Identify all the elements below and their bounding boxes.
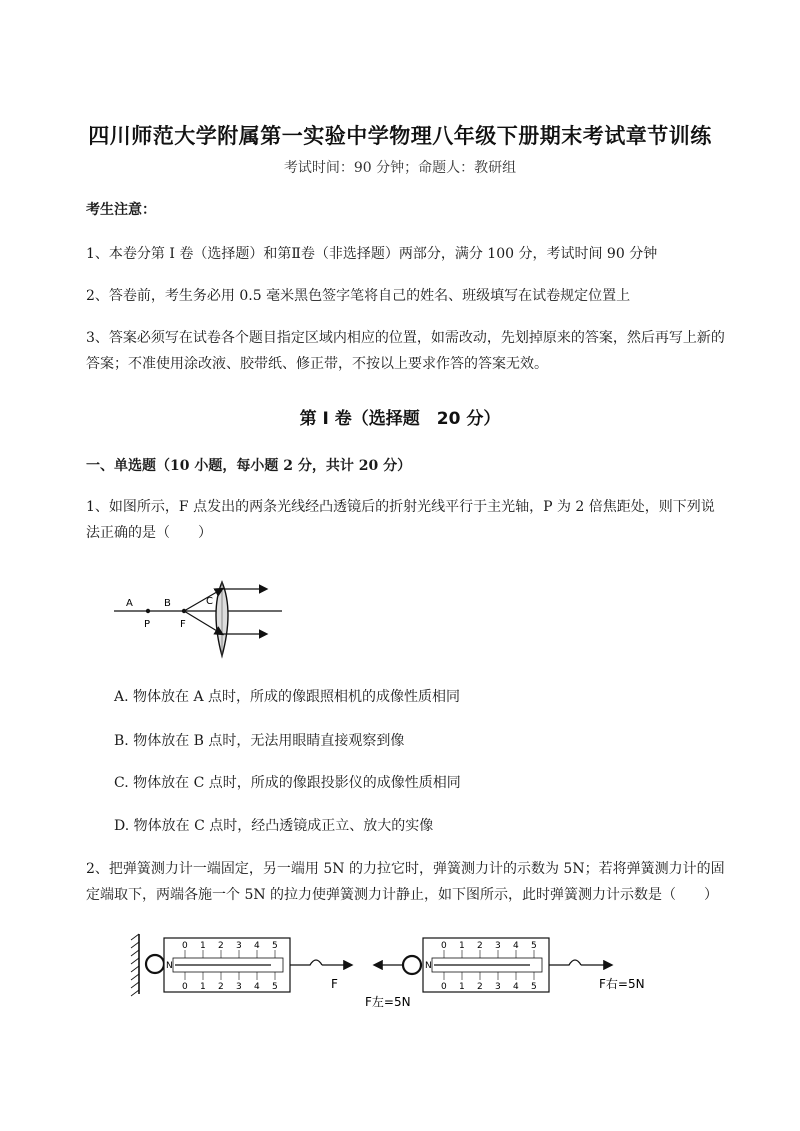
ring-right (403, 956, 421, 974)
page-title: 四川师范大学附属第一实验中学物理八年级下册期末考试章节训练 (88, 124, 712, 148)
scale1-top-5: 5 (272, 941, 278, 951)
spring-scale-diagram (125, 928, 665, 1010)
ring-left (146, 955, 164, 973)
q1-option-d[interactable]: D. 物体放在 C 点时，经凸透镜成正立、放大的实像 (114, 818, 434, 834)
force-f: F (331, 977, 338, 991)
scale2-bottom-1: 1 (459, 982, 465, 992)
part-heading: 一、单选题（10 小题，每小题 2 分，共计 20 分） (86, 458, 412, 474)
scale1-top-2: 2 (218, 941, 224, 951)
label-a: A (126, 598, 133, 609)
label-p: P (144, 619, 151, 630)
scale1-bottom-1: 1 (200, 982, 206, 992)
q1-option-b[interactable]: B. 物体放在 B 点时，无法用眼睛直接观察到像 (114, 733, 405, 749)
scale2-top-5: 5 (531, 941, 537, 951)
section-title: 第 I 卷（选择题 20 分） (299, 409, 501, 429)
force-left: F左=5N (365, 995, 411, 1009)
scale1-top-3: 3 (236, 941, 242, 951)
scale1-top-4: 4 (254, 941, 260, 951)
scale2-bottom-0: 0 (441, 982, 447, 992)
scale1-bottom-2: 2 (218, 982, 224, 992)
notice-item-2: 2、答卷前，考生务必用 0.5 毫米黑色签字笔将自己的姓名、班级填写在试卷规定位置上 (86, 288, 631, 304)
scale1-bottom-4: 4 (254, 982, 260, 992)
lens-diagram (110, 580, 290, 660)
scale2-bottom-4: 4 (513, 982, 519, 992)
scale1-top-0: 0 (182, 941, 188, 951)
scale2-bottom-3: 3 (495, 982, 501, 992)
q1-option-c[interactable]: C. 物体放在 C 点时，所成的像跟投影仪的成像性质相同 (114, 775, 461, 791)
scale2-unit: N (425, 961, 432, 971)
notice-item-1: 1、本卷分第 I 卷（选择题）和第Ⅱ卷（非选择题）两部分，满分 100 分，考试时间 90 分钟 (86, 246, 658, 262)
scale2-top-1: 1 (459, 941, 465, 951)
point-f (182, 609, 186, 613)
label-c: C (206, 596, 213, 607)
notice-heading: 考生注意： (86, 202, 156, 218)
scale1-bottom-0: 0 (182, 982, 188, 992)
scale2-top-2: 2 (477, 941, 483, 951)
point-p (146, 609, 150, 613)
scale2-top-0: 0 (441, 941, 447, 951)
question-1-stem: 1、如图所示，F 点发出的两条光线经凸透镜后的折射光线平行于主光轴，P 为 2 倍焦距处，则下列说法正确的是（ ） (86, 499, 715, 541)
notice-item-3: 3、答案必须写在试卷各个题目指定区域内相应的位置，如需改动，先划掉原来的答案，然后再写上新的答案；不准使用涂改液、胶带纸、修正带，不按以上要求作答的答案无效。 (86, 330, 725, 372)
scale2-top-3: 3 (495, 941, 501, 951)
scale1-unit: N (166, 961, 173, 971)
scale2-bottom-2: 2 (477, 982, 483, 992)
force-right: F右=5N (599, 977, 645, 991)
scale2-top-4: 4 (513, 941, 519, 951)
exam-info: 考试时间：90 分钟；命题人：教研组 (283, 160, 517, 176)
q1-option-a[interactable]: A. 物体放在 A 点时，所成的像跟照相机的成像性质相同 (114, 689, 461, 705)
question-2-stem: 2、把弹簧测力计一端固定，另一端用 5N 的力拉它时，弹簧测力计的示数为 5N；若将弹簧测力计的固定端取下，两端各施一个 5N 的拉力使弹簧测力计静止，如下图所示，此时弹簧测力计示数是（ ） (86, 861, 725, 903)
scale1-top-1: 1 (200, 941, 206, 951)
scale1-bottom-5: 5 (272, 982, 278, 992)
scale1-bottom-3: 3 (236, 982, 242, 992)
scale2-bottom-5: 5 (531, 982, 537, 992)
label-b: B (164, 598, 171, 609)
label-f: F (180, 619, 186, 630)
